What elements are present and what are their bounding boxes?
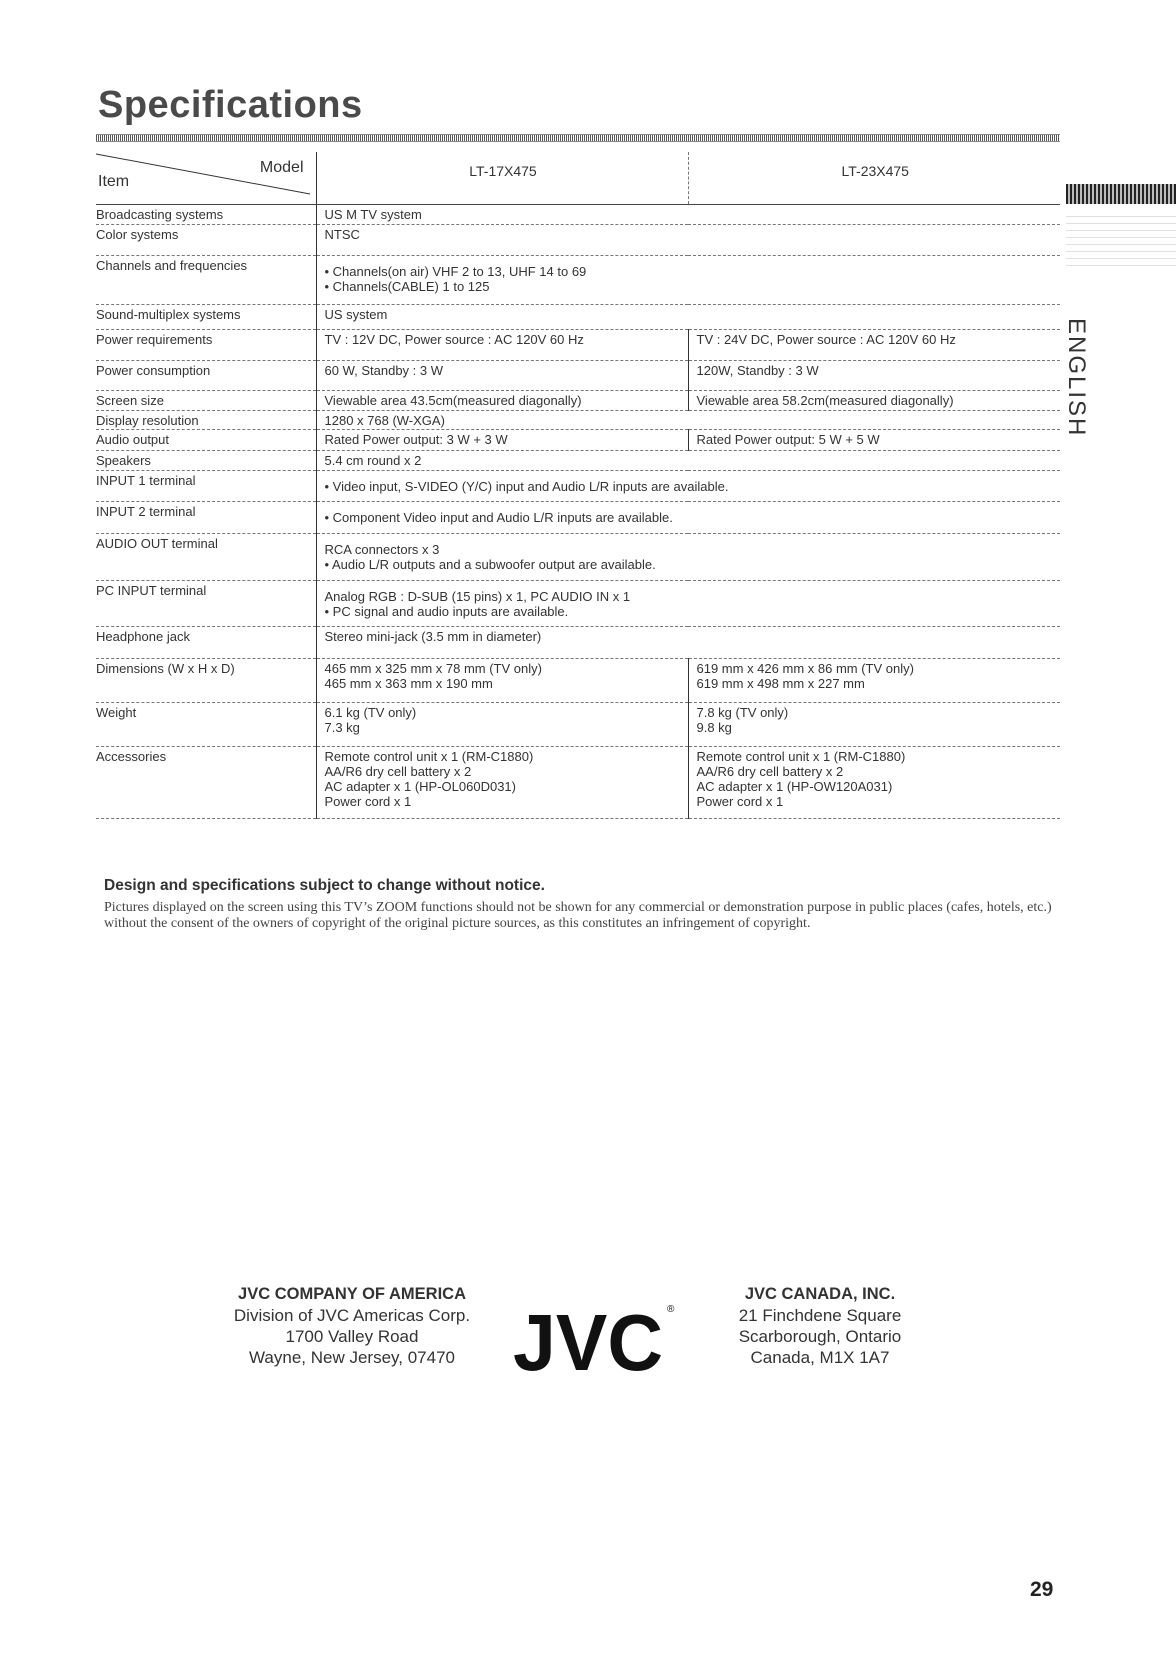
spec-value-17in [316, 391, 688, 411]
address-line: 21 Finchdene Square [738, 1306, 902, 1325]
spec-value-line: Rated Power output: 5 W + 5 W [696, 432, 880, 447]
table-row [96, 502, 1060, 534]
spec-item-label: AUDIO OUT terminal [96, 534, 316, 581]
spec-value-23in [688, 430, 1060, 451]
spec-item-label: Power requirements [96, 330, 316, 361]
table-row [96, 581, 1060, 627]
spec-value-line: Viewable area 43.5cm(measured diagonally) [324, 393, 582, 408]
spec-item-label: Display resolution [96, 411, 316, 430]
table-row [96, 430, 1060, 451]
spec-value-line: 7.8 kg (TV only) [696, 705, 789, 720]
spec-value [316, 502, 1060, 534]
spec-value-23in [688, 703, 1060, 747]
address-line: 1700 Valley Road [285, 1327, 419, 1346]
spec-value [316, 225, 1060, 256]
spec-item-label: Headphone jack [96, 627, 316, 659]
spec-value-line: AA/R6 dry cell battery x 2 [696, 764, 844, 779]
spec-item-label: Screen size [96, 391, 316, 411]
address-block-canada [700, 1284, 940, 1368]
spec-value-line: 9.8 kg [696, 720, 732, 735]
spec-value-line: • Video input, S-VIDEO (Y/C) input and Audio L/R inputs are available. [324, 479, 729, 494]
spec-value-17in [316, 703, 688, 747]
spec-value [316, 627, 1060, 659]
spec-value-line: US system [324, 307, 388, 322]
table-header-row [96, 152, 1060, 205]
spec-value-line: Analog RGB : D-SUB (15 pins) x 1, PC AUDIO IN x 1 [324, 589, 631, 604]
spec-value-line: 465 mm x 325 mm x 78 mm (TV only) [324, 661, 542, 676]
header-item-model-cell [96, 152, 316, 205]
jvc-logo-text: JVC [513, 1298, 663, 1387]
spec-value-line: Stereo mini-jack (3.5 mm in diameter) [324, 629, 542, 644]
spec-value-line: Rated Power output: 3 W + 3 W [324, 432, 508, 447]
spec-value-line: 5.4 cm round x 2 [324, 453, 422, 468]
spec-value-line: • PC signal and audio inputs are available. [324, 604, 569, 619]
spec-value-line: AC adapter x 1 (HP-OL060D031) [324, 779, 516, 794]
spec-value-line: • Channels(CABLE) 1 to 125 [324, 279, 490, 294]
model-label: Model [259, 159, 304, 176]
table-row [96, 330, 1060, 361]
address-line: Division of JVC Americas Corp. [233, 1306, 471, 1325]
spec-value-23in [688, 391, 1060, 411]
spec-value-17in [316, 430, 688, 451]
spec-value-line: 7.3 kg [324, 720, 360, 735]
table-row [96, 361, 1060, 391]
table-row [96, 451, 1060, 471]
spec-value-line: NTSC [324, 227, 360, 242]
table-row [96, 391, 1060, 411]
table-row [96, 256, 1060, 305]
spec-value [316, 411, 1060, 430]
address-line: Wayne, New Jersey, 07470 [249, 1348, 455, 1367]
language-label: ENGLISH [1063, 318, 1090, 438]
spec-value-line: 619 mm x 426 mm x 86 mm (TV only) [696, 661, 914, 676]
spec-value-23in [688, 659, 1060, 703]
spec-value-17in [316, 361, 688, 391]
notice-heading: Design and specifications subject to change without notice. [104, 877, 545, 894]
spec-value-line: • Channels(on air) VHF 2 to 13, UHF 14 to 69 [324, 264, 587, 279]
address-block-us [212, 1284, 492, 1368]
spec-value-23in [688, 330, 1060, 361]
table-row [96, 703, 1060, 747]
spec-value [316, 581, 1060, 627]
spec-item-label: Sound-multiplex systems [96, 305, 316, 330]
spec-value-23in [688, 747, 1060, 819]
address-line: Scarborough, Ontario [738, 1327, 902, 1346]
spec-item-label: Channels and frequencies [96, 256, 316, 305]
spec-value-line: 6.1 kg (TV only) [324, 705, 417, 720]
spec-item-label: INPUT 1 terminal [96, 471, 316, 502]
spec-value-line: TV : 12V DC, Power source : AC 120V 60 Hz [324, 332, 584, 347]
spec-value-17in [316, 659, 688, 703]
spec-value-17in [316, 330, 688, 361]
specifications-table [96, 152, 1060, 819]
table-row [96, 411, 1060, 430]
spec-value-line: US M TV system [324, 207, 422, 222]
spec-value-line: 1280 x 768 (W-XGA) [324, 413, 445, 428]
spec-value [316, 534, 1060, 581]
spec-item-label: INPUT 2 terminal [96, 502, 316, 534]
table-row [96, 534, 1060, 581]
spec-value-line: RCA connectors x 3 [324, 542, 440, 557]
spec-value-line: 120W, Standby : 3 W [696, 363, 819, 378]
table-row [96, 305, 1060, 330]
table-row [96, 659, 1060, 703]
title-divider [96, 134, 1060, 142]
spec-value-line: Power cord x 1 [696, 794, 784, 809]
language-tab-shading [1066, 212, 1176, 272]
spec-value [316, 305, 1060, 330]
spec-item-label: Broadcasting systems [96, 205, 316, 225]
spec-value-line: AA/R6 dry cell battery x 2 [324, 764, 472, 779]
table-row [96, 205, 1060, 225]
spec-value [316, 205, 1060, 225]
model-column-header: LT-17X475 [316, 152, 688, 205]
registered-mark-icon: ® [667, 1304, 675, 1315]
spec-value-23in [688, 361, 1060, 391]
company-name: JVC CANADA, INC. [744, 1285, 896, 1303]
address-line: Canada, M1X 1A7 [750, 1348, 890, 1367]
spec-value-line: AC adapter x 1 (HP-OW120A031) [696, 779, 893, 794]
company-name: JVC COMPANY OF AMERICA [238, 1285, 466, 1303]
spec-value [316, 256, 1060, 305]
spec-item-label: Accessories [96, 747, 316, 819]
spec-item-label: Color systems [96, 225, 316, 256]
spec-value-line: 465 mm x 363 mm x 190 mm [324, 676, 493, 691]
spec-item-label: PC INPUT terminal [96, 581, 316, 627]
table-row [96, 627, 1060, 659]
spec-value-line: 619 mm x 498 mm x 227 mm [696, 676, 865, 691]
spec-value-line: Remote control unit x 1 (RM-C1880) [696, 749, 906, 764]
spec-value-line: • Component Video input and Audio L/R inputs are available. [324, 510, 673, 525]
spec-item-label: Dimensions (W x H x D) [96, 659, 316, 703]
page-title: Specifications [98, 84, 363, 126]
spec-value-line: Viewable area 58.2cm(measured diagonally) [696, 393, 954, 408]
spec-value-line: TV : 24V DC, Power source : AC 120V 60 Hz [696, 332, 956, 347]
language-tab-marker [1066, 184, 1176, 204]
spec-value-line: 60 W, Standby : 3 W [324, 363, 443, 378]
copyright-notice: Pictures displayed on the screen using this TV’s ZOOM functions should not be shown for any commercial or demonstration purpose in public places (cafes, hotels, etc.) without the consent of the owners of copyright of the original picture sources, as this constitutes an infringement of copyright. [104, 900, 1052, 931]
spec-value-line: • Audio L/R outputs and a subwoofer output are available. [324, 557, 656, 572]
spec-item-label: Power consumption [96, 361, 316, 391]
spec-value-line: Power cord x 1 [324, 794, 412, 809]
table-row [96, 225, 1060, 256]
jvc-logo [510, 1298, 675, 1387]
spec-value-line: Remote control unit x 1 (RM-C1880) [324, 749, 534, 764]
item-label: Item [98, 173, 130, 190]
table-row [96, 471, 1060, 502]
table-row [96, 747, 1060, 819]
spec-item-label: Speakers [96, 451, 316, 471]
spec-value [316, 471, 1060, 502]
spec-value-17in [316, 747, 688, 819]
spec-item-label: Weight [96, 703, 316, 747]
model-column-header: LT-23X475 [688, 152, 1060, 205]
page-number: 29 [1030, 1578, 1054, 1601]
spec-item-label: Audio output [96, 430, 316, 451]
spec-value [316, 451, 1060, 471]
